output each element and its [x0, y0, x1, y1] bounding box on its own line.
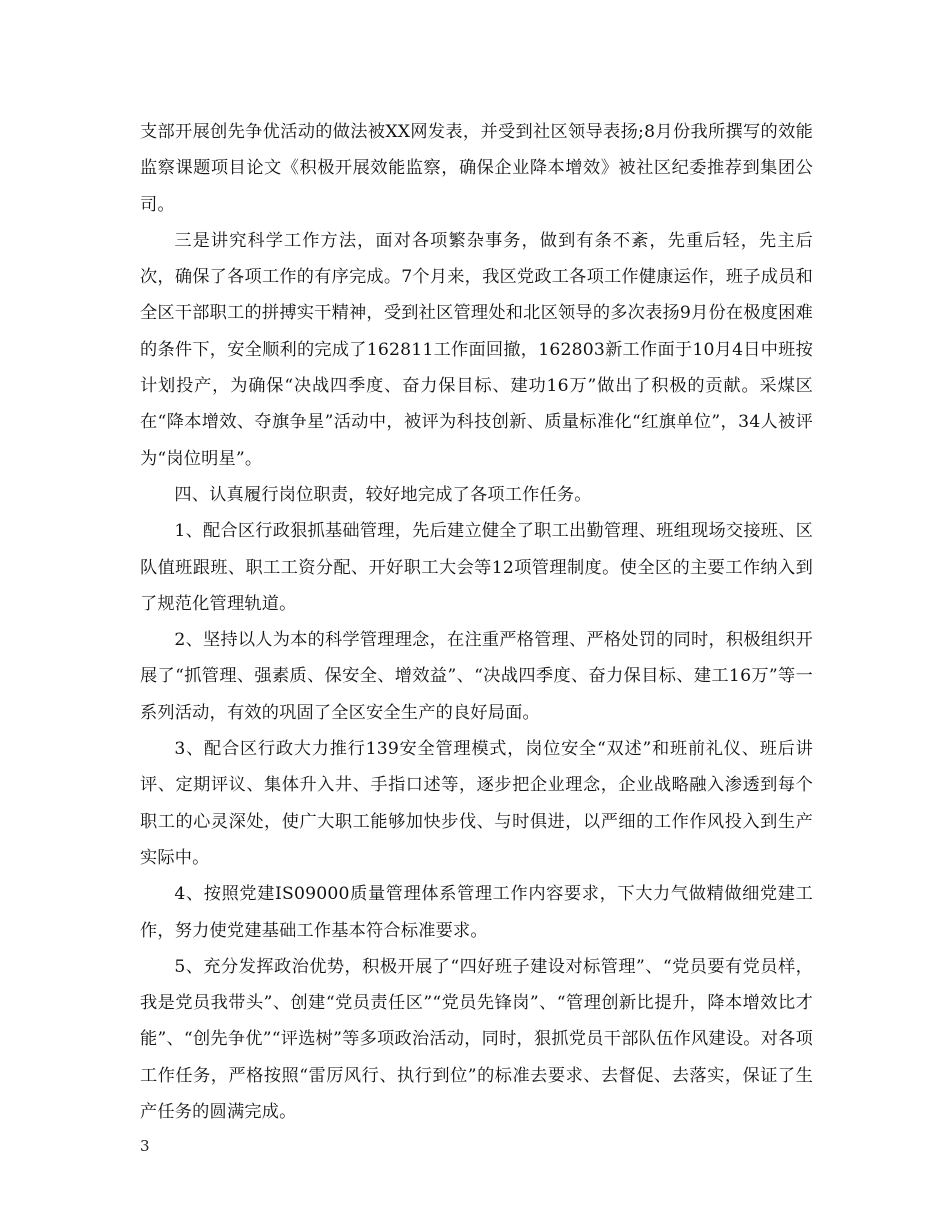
paragraph-7: 4、按照党建IS09000质量管理体系管理工作内容要求，下大力气做精做细党建工作，努力使党建基础工作基本符合标准要求。: [140, 884, 813, 941]
paragraph-2: 三是讲究科学工作方法，面对各项繁杂事务，做到有条不紊，先重后轻，先主后次，确保了各项工作的有序完成。7个月来，我区党政工各项工作健康运作，班子成员和全区干部职工的拼搏实干精神，受到社区管理处和北区领导的多次表扬9月份在极度困难的条件下，安全顺利的完成了162811工作面回撤，162803新工作面于10月4日中班按计划投产，为确保“决战四季度、奋力保目标、建功16万”做出了积极的贡献。采煤区在“降本增效、夺旗争星”活动中，被评为科技创新、质量标准化“红旗单位”，34人被评为“岗位明星”。: [140, 230, 813, 469]
paragraph-1: 支部开展创先争优活动的做法被XX网发表，并受到社区领导表扬;8月份我所撰写的效能监察课题项目论文《积极开展效能监察，确保企业降本增效》被社区纪委推荐到集团公司。: [140, 122, 813, 215]
paragraph-3: 四、认真履行岗位职责，较好地完成了各项工作任务。: [174, 484, 592, 505]
paragraph-8: 5、充分发挥政治优势，积极开展了“四好班子建设对标管理”、“党员要有党员样，我是党员我带头”、创建“党员责任区”“党员先锋岗”、“管理创新比提升，降本增效比才能”、“创先争优”“评选树”等多项政治活动，同时，狠抓党员干部队伍作风建设。对各项工作任务，严格按照“雷厉风行、执行到位”的标准去要求、去督促、去落实，保证了生产任务的圆满完成。: [140, 956, 813, 1123]
page-number: 3: [140, 1137, 150, 1155]
paragraph-5: 2、坚持以人为本的科学管理理念，在注重严格管理、严格处罚的同时，积极组织开展了“抓管理、强素质、保安全、增效益”、“决战四季度、奋力保目标、建工16万”等一系列活动，有效的巩固了全区安全生产的良好局面。: [140, 630, 813, 723]
document-body: [140, 114, 813, 1130]
paragraph-6: 3、配合区行政大力推行139安全管理模式，岗位安全“双述”和班前礼仪、班后讲评、定期评议、集体升入井、手指口述等，逐步把企业理念，企业战略融入渗透到每个职工的心灵深处，使广大职工能够加快步伐、与时俱进，以严细的工作作风投入到生产实际中。: [140, 739, 813, 868]
paragraph-4: 1、配合区行政狠抓基础管理，先后建立健全了职工出勤管理、班组现场交接班、区队值班跟班、职工工资分配、开好职工大会等12项管理制度。使全区的主要工作纳入到了规范化管理轨道。: [140, 521, 813, 614]
